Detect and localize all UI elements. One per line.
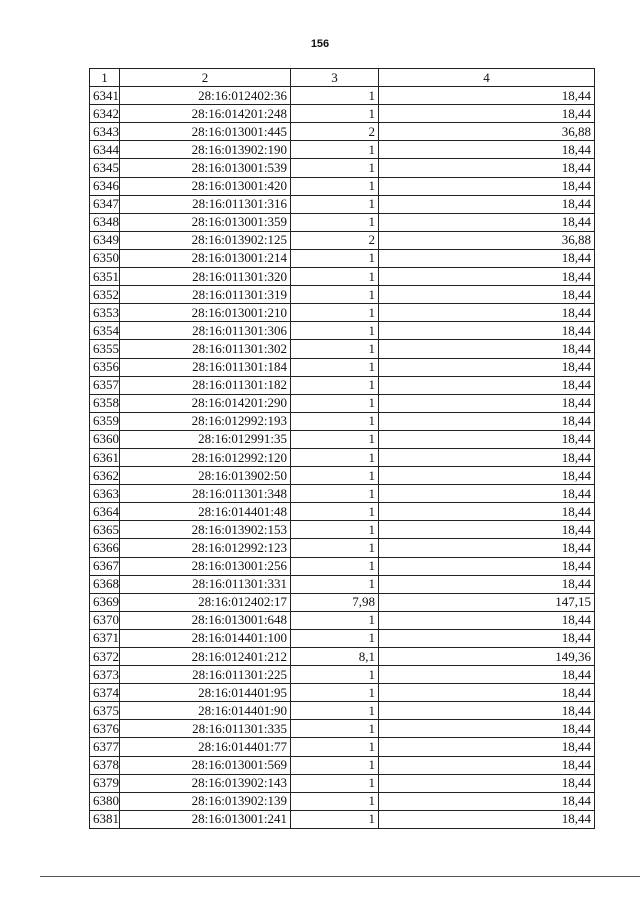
cadastral-number-cell: 28:16:014201:248	[120, 105, 291, 123]
table-row	[90, 105, 595, 123]
row-number-cell: 6351	[90, 268, 120, 286]
cadastral-number-cell: 28:16:011301:306	[120, 322, 291, 340]
cadastral-number-cell: 28:16:012991:35	[120, 430, 291, 448]
table-row	[90, 720, 595, 738]
cadastral-number-cell: 28:16:011301:184	[120, 358, 291, 376]
amount-cell: 18,44	[379, 105, 595, 123]
table-row	[90, 738, 595, 756]
quantity-cell: 1	[291, 340, 379, 358]
cadastral-number-cell: 28:16:012401:212	[120, 648, 291, 666]
row-number-cell: 6379	[90, 774, 120, 792]
cadastral-number-cell: 28:16:013001:241	[120, 810, 291, 828]
quantity-cell: 1	[291, 304, 379, 322]
quantity-cell: 2	[291, 231, 379, 249]
row-number-cell: 6349	[90, 231, 120, 249]
row-number-cell: 6346	[90, 177, 120, 195]
amount-cell: 18,44	[379, 557, 595, 575]
table-row	[90, 629, 595, 647]
amount-cell: 18,44	[379, 521, 595, 539]
table-row	[90, 249, 595, 267]
quantity-cell: 1	[291, 557, 379, 575]
quantity-cell: 2	[291, 123, 379, 141]
table-row	[90, 485, 595, 503]
table-row	[90, 123, 595, 141]
amount-cell: 18,44	[379, 503, 595, 521]
amount-cell: 18,44	[379, 340, 595, 358]
table-row	[90, 286, 595, 304]
table-header-row	[90, 69, 595, 87]
registry-table	[89, 68, 595, 829]
quantity-cell: 1	[291, 448, 379, 466]
table-row	[90, 358, 595, 376]
quantity-cell: 1	[291, 430, 379, 448]
quantity-cell: 1	[291, 629, 379, 647]
quantity-cell: 1	[291, 195, 379, 213]
cadastral-number-cell: 28:16:013001:648	[120, 611, 291, 629]
cadastral-number-cell: 28:16:014401:48	[120, 503, 291, 521]
quantity-cell: 1	[291, 503, 379, 521]
row-number-cell: 6373	[90, 666, 120, 684]
row-number-cell: 6361	[90, 448, 120, 466]
amount-cell: 18,44	[379, 485, 595, 503]
amount-cell: 18,44	[379, 376, 595, 394]
amount-cell: 18,44	[379, 394, 595, 412]
table-row	[90, 575, 595, 593]
amount-cell: 18,44	[379, 249, 595, 267]
quantity-cell: 1	[291, 87, 379, 105]
row-number-cell: 6347	[90, 195, 120, 213]
cadastral-number-cell: 28:16:013902:125	[120, 231, 291, 249]
cadastral-number-cell: 28:16:013902:143	[120, 774, 291, 792]
table-row	[90, 394, 595, 412]
cadastral-number-cell: 28:16:011301:320	[120, 268, 291, 286]
row-number-cell: 6341	[90, 87, 120, 105]
quantity-cell: 1	[291, 249, 379, 267]
table-row	[90, 141, 595, 159]
row-number-cell: 6350	[90, 249, 120, 267]
table-row	[90, 268, 595, 286]
table-body	[90, 87, 595, 829]
row-number-cell: 6369	[90, 593, 120, 611]
table-row	[90, 412, 595, 430]
amount-cell: 18,44	[379, 213, 595, 231]
row-number-cell: 6355	[90, 340, 120, 358]
quantity-cell: 1	[291, 322, 379, 340]
amount-cell: 18,44	[379, 430, 595, 448]
cadastral-number-cell: 28:16:013001:256	[120, 557, 291, 575]
table-row	[90, 593, 595, 611]
row-number-cell: 6345	[90, 159, 120, 177]
row-number-cell: 6363	[90, 485, 120, 503]
column-header-1: 1	[90, 69, 120, 87]
amount-cell: 18,44	[379, 629, 595, 647]
row-number-cell: 6368	[90, 575, 120, 593]
cadastral-number-cell: 28:16:011301:182	[120, 376, 291, 394]
row-number-cell: 6367	[90, 557, 120, 575]
amount-cell: 18,44	[379, 738, 595, 756]
row-number-cell: 6342	[90, 105, 120, 123]
amount-cell: 18,44	[379, 322, 595, 340]
cadastral-number-cell: 28:16:013001:210	[120, 304, 291, 322]
table-row	[90, 521, 595, 539]
quantity-cell: 1	[291, 394, 379, 412]
cadastral-number-cell: 28:16:011301:316	[120, 195, 291, 213]
cadastral-number-cell: 28:16:013001:539	[120, 159, 291, 177]
table-row	[90, 195, 595, 213]
quantity-cell: 1	[291, 268, 379, 286]
amount-cell: 18,44	[379, 792, 595, 810]
cadastral-number-cell: 28:16:013902:139	[120, 792, 291, 810]
row-number-cell: 6374	[90, 684, 120, 702]
cadastral-number-cell: 28:16:012992:123	[120, 539, 291, 557]
table-row	[90, 87, 595, 105]
cadastral-number-cell: 28:16:014201:290	[120, 394, 291, 412]
table-row	[90, 666, 595, 684]
amount-cell: 18,44	[379, 666, 595, 684]
table-row	[90, 792, 595, 810]
amount-cell: 36,88	[379, 123, 595, 141]
quantity-cell: 1	[291, 666, 379, 684]
cadastral-number-cell: 28:16:011301:302	[120, 340, 291, 358]
amount-cell: 18,44	[379, 195, 595, 213]
cadastral-number-cell: 28:16:013001:420	[120, 177, 291, 195]
table-row	[90, 448, 595, 466]
table-row	[90, 774, 595, 792]
quantity-cell: 1	[291, 467, 379, 485]
amount-cell: 18,44	[379, 756, 595, 774]
amount-cell: 18,44	[379, 467, 595, 485]
quantity-cell: 1	[291, 376, 379, 394]
cadastral-number-cell: 28:16:014401:77	[120, 738, 291, 756]
table-row	[90, 231, 595, 249]
cadastral-number-cell: 28:16:011301:225	[120, 666, 291, 684]
amount-cell: 18,44	[379, 611, 595, 629]
quantity-cell: 1	[291, 702, 379, 720]
cadastral-number-cell: 28:16:012402:17	[120, 593, 291, 611]
amount-cell: 18,44	[379, 87, 595, 105]
quantity-cell: 1	[291, 684, 379, 702]
table-row	[90, 467, 595, 485]
cadastral-number-cell: 28:16:013001:214	[120, 249, 291, 267]
table-row	[90, 539, 595, 557]
table-row	[90, 702, 595, 720]
row-number-cell: 6343	[90, 123, 120, 141]
row-number-cell: 6344	[90, 141, 120, 159]
quantity-cell: 1	[291, 792, 379, 810]
row-number-cell: 6375	[90, 702, 120, 720]
amount-cell: 18,44	[379, 268, 595, 286]
cadastral-number-cell: 28:16:012402:36	[120, 87, 291, 105]
quantity-cell: 1	[291, 159, 379, 177]
table-row	[90, 304, 595, 322]
amount-cell: 18,44	[379, 720, 595, 738]
row-number-cell: 6376	[90, 720, 120, 738]
amount-cell: 18,44	[379, 702, 595, 720]
row-number-cell: 6370	[90, 611, 120, 629]
cadastral-number-cell: 28:16:014401:90	[120, 702, 291, 720]
row-number-cell: 6352	[90, 286, 120, 304]
cadastral-number-cell: 28:16:011301:319	[120, 286, 291, 304]
row-number-cell: 6380	[90, 792, 120, 810]
table-row	[90, 810, 595, 828]
quantity-cell: 1	[291, 141, 379, 159]
row-number-cell: 6356	[90, 358, 120, 376]
amount-cell: 149,36	[379, 648, 595, 666]
amount-cell: 18,44	[379, 448, 595, 466]
quantity-cell: 8,1	[291, 648, 379, 666]
quantity-cell: 1	[291, 286, 379, 304]
row-number-cell: 6360	[90, 430, 120, 448]
amount-cell: 18,44	[379, 412, 595, 430]
cadastral-number-cell: 28:16:011301:348	[120, 485, 291, 503]
quantity-cell: 1	[291, 611, 379, 629]
table-row	[90, 213, 595, 231]
row-number-cell: 6358	[90, 394, 120, 412]
table-row	[90, 322, 595, 340]
quantity-cell: 1	[291, 105, 379, 123]
quantity-cell: 1	[291, 738, 379, 756]
cadastral-number-cell: 28:16:013902:50	[120, 467, 291, 485]
quantity-cell: 1	[291, 358, 379, 376]
row-number-cell: 6354	[90, 322, 120, 340]
quantity-cell: 1	[291, 575, 379, 593]
row-number-cell: 6381	[90, 810, 120, 828]
row-number-cell: 6366	[90, 539, 120, 557]
row-number-cell: 6362	[90, 467, 120, 485]
quantity-cell: 1	[291, 521, 379, 539]
cadastral-number-cell: 28:16:013902:153	[120, 521, 291, 539]
cadastral-number-cell: 28:16:014401:100	[120, 629, 291, 647]
amount-cell: 36,88	[379, 231, 595, 249]
cadastral-number-cell: 28:16:012992:120	[120, 448, 291, 466]
quantity-cell: 1	[291, 485, 379, 503]
row-number-cell: 6357	[90, 376, 120, 394]
amount-cell: 18,44	[379, 684, 595, 702]
row-number-cell: 6364	[90, 503, 120, 521]
table-row	[90, 159, 595, 177]
cadastral-number-cell: 28:16:014401:95	[120, 684, 291, 702]
quantity-cell: 1	[291, 213, 379, 231]
amount-cell: 18,44	[379, 810, 595, 828]
column-header-4: 4	[379, 69, 595, 87]
cadastral-number-cell: 28:16:011301:331	[120, 575, 291, 593]
amount-cell: 18,44	[379, 575, 595, 593]
quantity-cell: 1	[291, 810, 379, 828]
table-row	[90, 684, 595, 702]
page-number: 156	[310, 38, 330, 50]
quantity-cell: 1	[291, 756, 379, 774]
row-number-cell: 6371	[90, 629, 120, 647]
table-row	[90, 430, 595, 448]
column-header-2: 2	[120, 69, 291, 87]
amount-cell: 18,44	[379, 358, 595, 376]
row-number-cell: 6378	[90, 756, 120, 774]
amount-cell: 18,44	[379, 177, 595, 195]
cadastral-number-cell: 28:16:013001:569	[120, 756, 291, 774]
table-row	[90, 503, 595, 521]
amount-cell: 18,44	[379, 304, 595, 322]
quantity-cell: 1	[291, 539, 379, 557]
table-row	[90, 756, 595, 774]
quantity-cell: 1	[291, 774, 379, 792]
row-number-cell: 6348	[90, 213, 120, 231]
table-row	[90, 557, 595, 575]
row-number-cell: 6365	[90, 521, 120, 539]
amount-cell: 18,44	[379, 774, 595, 792]
cadastral-number-cell: 28:16:013001:445	[120, 123, 291, 141]
cadastral-number-cell: 28:16:012992:193	[120, 412, 291, 430]
row-number-cell: 6359	[90, 412, 120, 430]
amount-cell: 147,15	[379, 593, 595, 611]
quantity-cell: 1	[291, 412, 379, 430]
row-number-cell: 6372	[90, 648, 120, 666]
table-row	[90, 340, 595, 358]
table-row	[90, 177, 595, 195]
cadastral-number-cell: 28:16:011301:335	[120, 720, 291, 738]
bottom-divider	[40, 876, 640, 877]
table-row	[90, 611, 595, 629]
cadastral-number-cell: 28:16:013001:359	[120, 213, 291, 231]
column-header-3: 3	[291, 69, 379, 87]
table-row	[90, 648, 595, 666]
amount-cell: 18,44	[379, 286, 595, 304]
quantity-cell: 7,98	[291, 593, 379, 611]
quantity-cell: 1	[291, 177, 379, 195]
quantity-cell: 1	[291, 720, 379, 738]
amount-cell: 18,44	[379, 141, 595, 159]
table-row	[90, 376, 595, 394]
cadastral-number-cell: 28:16:013902:190	[120, 141, 291, 159]
amount-cell: 18,44	[379, 539, 595, 557]
amount-cell: 18,44	[379, 159, 595, 177]
row-number-cell: 6377	[90, 738, 120, 756]
row-number-cell: 6353	[90, 304, 120, 322]
